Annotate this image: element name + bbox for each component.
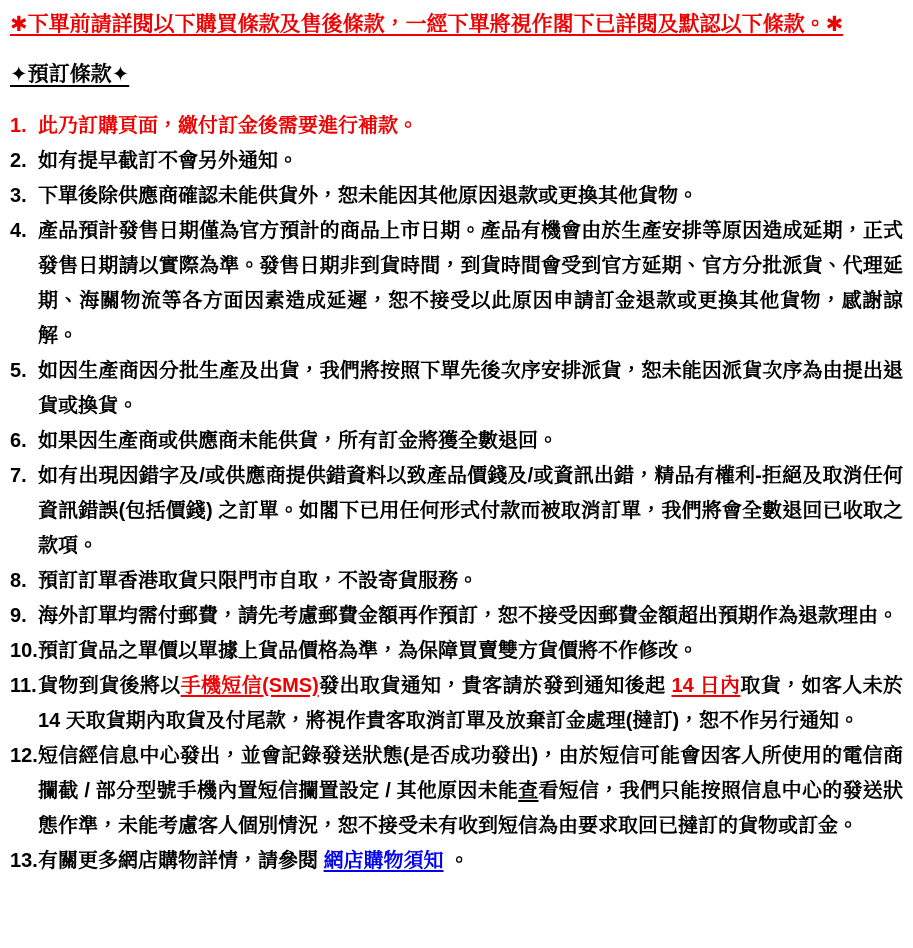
term-item-11	[10, 669, 903, 739]
text-segment: 下單後除供應商確認未能供貨外，恕未能因其他原因退款或更換其他貨物。	[38, 185, 698, 207]
text-segment: 。	[443, 850, 470, 872]
term-item-7	[10, 459, 903, 564]
term-text	[38, 144, 903, 179]
term-item-12	[10, 739, 903, 844]
term-text	[38, 459, 903, 564]
term-text	[38, 669, 903, 739]
section-title-preorder-terms: ✦預訂條款✦	[10, 63, 130, 86]
term-text	[38, 424, 903, 459]
term-number: 9.	[10, 605, 27, 627]
term-number: 12.	[10, 745, 38, 767]
text-segment: 此乃訂購頁面，繳付訂金後需要進行補款。	[38, 115, 418, 137]
term-number: 5.	[10, 360, 27, 382]
term-item-4	[10, 214, 903, 354]
term-text	[38, 109, 903, 144]
text-segment: 貨物到貨後將以	[38, 675, 181, 697]
term-item-8	[10, 564, 903, 599]
term-text	[38, 179, 903, 214]
text-segment: 短信經信息中心發出，並會記錄發送狀態(是否成功發出)，由於短信可能會因客人所使用的電信商攔截 / 部分型號手機內置短信攔置設定 / 其他原因未能	[38, 745, 903, 802]
store-shopping-notice-link[interactable]: 網店購物須知	[323, 850, 444, 872]
text-segment: 如有出現因錯字及/或供應商提供錯資料以致產品價錢及/或資訊出錯，精品有權利-拒絕及取消任何資訊錯誤(包括價錢) 之訂單。如閣下已用任何形式付款而被取消訂單，我們將會全數退回已收取之款項。	[38, 465, 903, 557]
term-number: 13.	[10, 850, 38, 872]
text-segment: 有關更多網店購物詳情，請參閱	[38, 850, 324, 872]
text-segment: 海外訂單均需付郵費，請先考慮郵費金額再作預訂，恕不接受因郵費金額超出預期作為退款理由。	[38, 605, 898, 627]
sms-notice-highlight: 手機短信(SMS)	[180, 675, 319, 697]
term-text	[38, 739, 903, 844]
term-number: 1.	[10, 115, 27, 137]
term-text	[38, 214, 903, 354]
term-item-3	[10, 179, 903, 214]
term-number: 4.	[10, 220, 27, 242]
term-number: 6.	[10, 430, 27, 452]
term-item-13	[10, 844, 903, 879]
term-text	[38, 599, 903, 634]
text-segment: 取貨，如客人未於 14 天取貨期內取貨及付尾款，將視作貴客取消訂單及放棄訂金處理(撻訂)，恕不作另行通知。	[38, 675, 904, 732]
term-item-1	[10, 109, 903, 144]
term-number: 3.	[10, 185, 27, 207]
term-item-6	[10, 424, 903, 459]
text-segment: 發出取貨通知，貴客請於發到通知後起	[318, 675, 672, 697]
text-segment: 如果因生產商或供應商未能供貨，所有訂金將獲全數退回。	[38, 430, 558, 452]
term-number: 8.	[10, 570, 27, 592]
text-segment: 如有提早截訂不會另外通知。	[38, 150, 298, 172]
term-text	[38, 634, 903, 669]
term-number: 7.	[10, 465, 27, 487]
term-item-10	[10, 634, 903, 669]
term-number: 2.	[10, 150, 27, 172]
term-item-2	[10, 144, 903, 179]
text-segment: 預訂訂單香港取貨只限門市自取，不設寄貨服務。	[38, 570, 478, 592]
text-segment: 看短信，我們只能按照信息中心的發送狀態作準，未能考慮客人個別情況，恕不接受未有收到短信為由要求取回已撻訂的貨物或訂金。	[38, 780, 904, 837]
text-segment: 產品預計發售日期僅為官方預計的商品上市日期。產品有機會由於生產安排等原因造成延期，正式發售日期請以實際為準。發售日期非到貨時間，到貨時間會受到官方延期、官方分批派貨、代理延期、海關物流等各方面因素造成延遲，恕不接受以此原因申請訂金退款或更換其他貨物，感謝諒解。	[38, 220, 903, 347]
pre-order-warning-header: ✱下單前請詳閱以下購買條款及售後條款，一經下單將視作閣下已詳閱及默認以下條款。✱	[10, 13, 844, 36]
term-item-5	[10, 354, 903, 424]
term-text	[38, 564, 903, 599]
text-segment: 預訂貨品之單價以單據上貨品價格為準，為保障買賣雙方貨價將不作修改。	[38, 640, 698, 662]
pickup-deadline-highlight: 14 日內	[671, 675, 741, 697]
term-text	[38, 844, 903, 879]
text-segment: 查	[518, 780, 539, 802]
term-item-9	[10, 599, 903, 634]
term-text	[38, 354, 903, 424]
terms-list	[10, 109, 903, 879]
text-segment: 如因生產商因分批生產及出貨，我們將按照下單先後次序安排派貨，恕未能因派貨次序為由提出退貨或換貨。	[38, 360, 903, 417]
term-number: 10.	[10, 640, 38, 662]
term-number: 11.	[10, 675, 37, 697]
